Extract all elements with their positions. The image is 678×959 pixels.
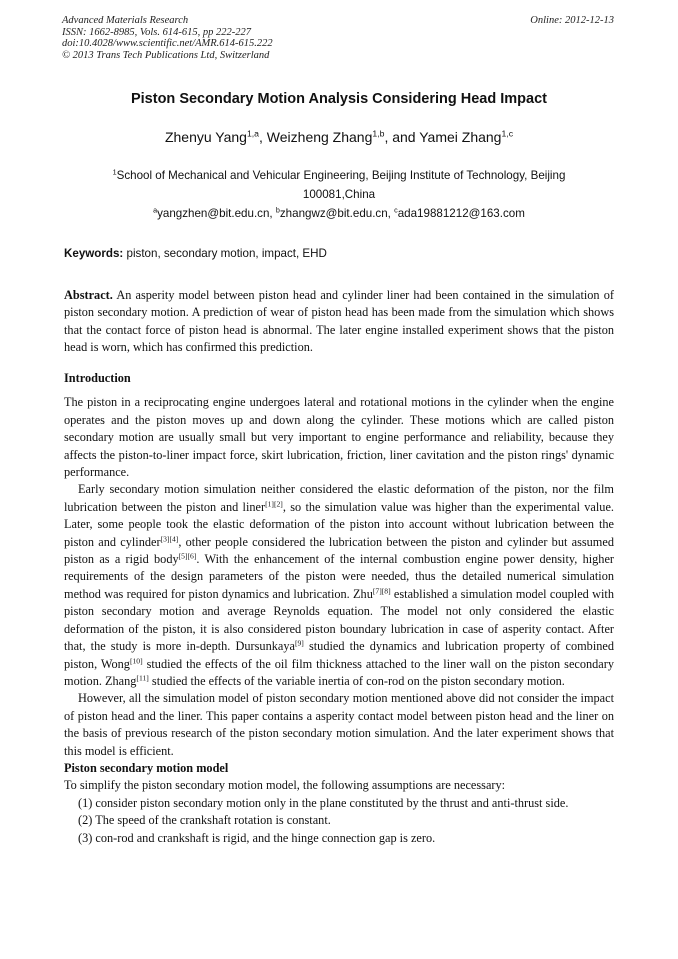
author-3: , and Yamei Zhang [384, 129, 502, 145]
keywords-label: Keywords: [64, 247, 124, 260]
keywords [64, 247, 327, 260]
email-b: zhangwz@bit.edu.cn, [279, 207, 395, 220]
model-intro: To simplify the piston secondary motion model, the following assumptions are necessary: [64, 778, 506, 793]
author-2: , Weizheng Zhang [259, 129, 373, 145]
email-a-sup: a [153, 205, 158, 215]
author-1-sup: 1,a [246, 128, 260, 139]
intro-p2-text: , so the simulation value was higher than the experimental value. Later, some people took the elastic deformation of the piston into account without lubrication between the piston and cylinder [64, 499, 614, 549]
citation-ref: [3][4] [160, 533, 179, 543]
copyright-line: © 2013 Trans Tech Publications Ltd, Switzerland [62, 49, 270, 61]
citation-ref: [7][8] [372, 586, 391, 596]
paper-title: Piston Secondary Motion Analysis Considering Head Impact [130, 91, 547, 107]
intro-p2-text: established a simulation model coupled with piston secondary motion and average Reynolds equation. The model not only considered the elastic deformation of the piston, it is also considered piston boundary lubrication in case of asperity contact. After that, the study is more in-depth. Dursunkaya [64, 586, 614, 654]
email-c: ada19881212@163.com [397, 207, 525, 220]
author-3-sup: 1,c [501, 128, 514, 139]
abstract-text: An asperity model between piston head and cylinder liner had been contained in the simulation of piston secondary motion. A prediction of wear of piston head has been made from the simulation which shows that the contact force of piston head is abnormal. The later engine installed experiment shows that the piston head is worn, which has confirmed this prediction. [64, 288, 614, 355]
intro-p2-text: studied the effects of the oil film thickness attached to the liner wall on the piston secondary motion. Zhang [64, 656, 615, 688]
email-a: yangzhen@bit.edu.cn, [157, 207, 276, 220]
affiliation-sup: 1 [112, 167, 117, 177]
citation-ref: [5][6] [178, 551, 197, 561]
author-list [0, 129, 678, 145]
intro-p2-text: Early secondary motion simulation neither considered the elastic deformation of the piston, nor the film lubrication between the piston and liner [64, 482, 614, 514]
intro-paragraph-2 [64, 481, 614, 690]
citation-ref: [9] [294, 638, 304, 648]
abstract [64, 287, 614, 357]
issn-line: ISSN: 1662-8985, Vols. 614-615, pp 222-227 [62, 26, 251, 38]
intro-paragraph-3: However, all the simulation model of piston secondary motion mentioned above did not consider the impact of piston head and the liner. This paper contains a asperity contact model between piston head and the liner on the basis of previous research of the piston secondary motion simulation. And the later experiment shows that this model is efficient. [64, 691, 614, 758]
citation-ref: [1][2] [265, 499, 283, 509]
email-b-sup: b [275, 205, 280, 215]
assumption-item: (2) The speed of the crankshaft rotation is constant. [78, 813, 331, 828]
online-date: Online: 2012-12-13 [530, 15, 614, 26]
affiliation-text: School of Mechanical and Vehicular Engineering, Beijing Institute of Technology, Beijing 100081,China [116, 169, 566, 201]
introduction-heading: Introduction [64, 371, 131, 385]
intro-p2-text: , other people considered the lubrication between the piston and cylinder but assumed piston as a rigid body [64, 534, 614, 567]
email-c-sup: c [394, 205, 398, 215]
author-2-sup: 1,b [372, 128, 385, 139]
assumption-item: (3) con-rod and crankshaft is rigid, and the hinge connection gap is zero. [78, 830, 436, 845]
citation-ref: [11] [136, 673, 149, 683]
abstract-label: Abstract. [64, 288, 113, 302]
model-heading: Piston secondary motion model [64, 760, 229, 775]
keywords-text: piston, secondary motion, impact, EHD [123, 247, 327, 260]
intro-p2-text: studied the effects of the variable inertia of con-rod on the piston secondary motion. [148, 673, 565, 688]
intro-p2-text: studied the dynamics and lubrication property of combined piston, Wong [64, 639, 615, 671]
affiliation [80, 166, 598, 204]
author-emails [0, 207, 678, 220]
citation-ref: [10] [129, 655, 143, 665]
doi-line: doi:10.4028/www.scientific.net/AMR.614-615.222 [62, 38, 273, 49]
intro-paragraph-1: The piston in a reciprocating engine undergoes lateral and rotational motions in the cylinder when the engine operates and the piston moves up and down along the cylinder. These motions which are called piston secondary motion are usually small but very important to engine performance and reliability, because they affects the piston-to-liner impact force, skirt lubrication, friction, liner cavitation and the piston rings' dynamic performance. [64, 395, 614, 480]
assumption-item: (1) consider piston secondary motion only in the plane constituted by the thrust and anti-thrust side. [78, 795, 569, 810]
journal-metadata [62, 15, 273, 61]
intro-p2-text: . With the enhancement of the internal combustion engine power density, higher requirements of the design parameters of the piston were needed, thus the detailed numerical simulation method was required for piston dynamics and lubrication. Zhu [64, 552, 614, 601]
introduction-section [64, 370, 614, 847]
author-1: Zhenyu Yang [164, 129, 247, 145]
journal-name: Advanced Materials Research [62, 15, 189, 26]
